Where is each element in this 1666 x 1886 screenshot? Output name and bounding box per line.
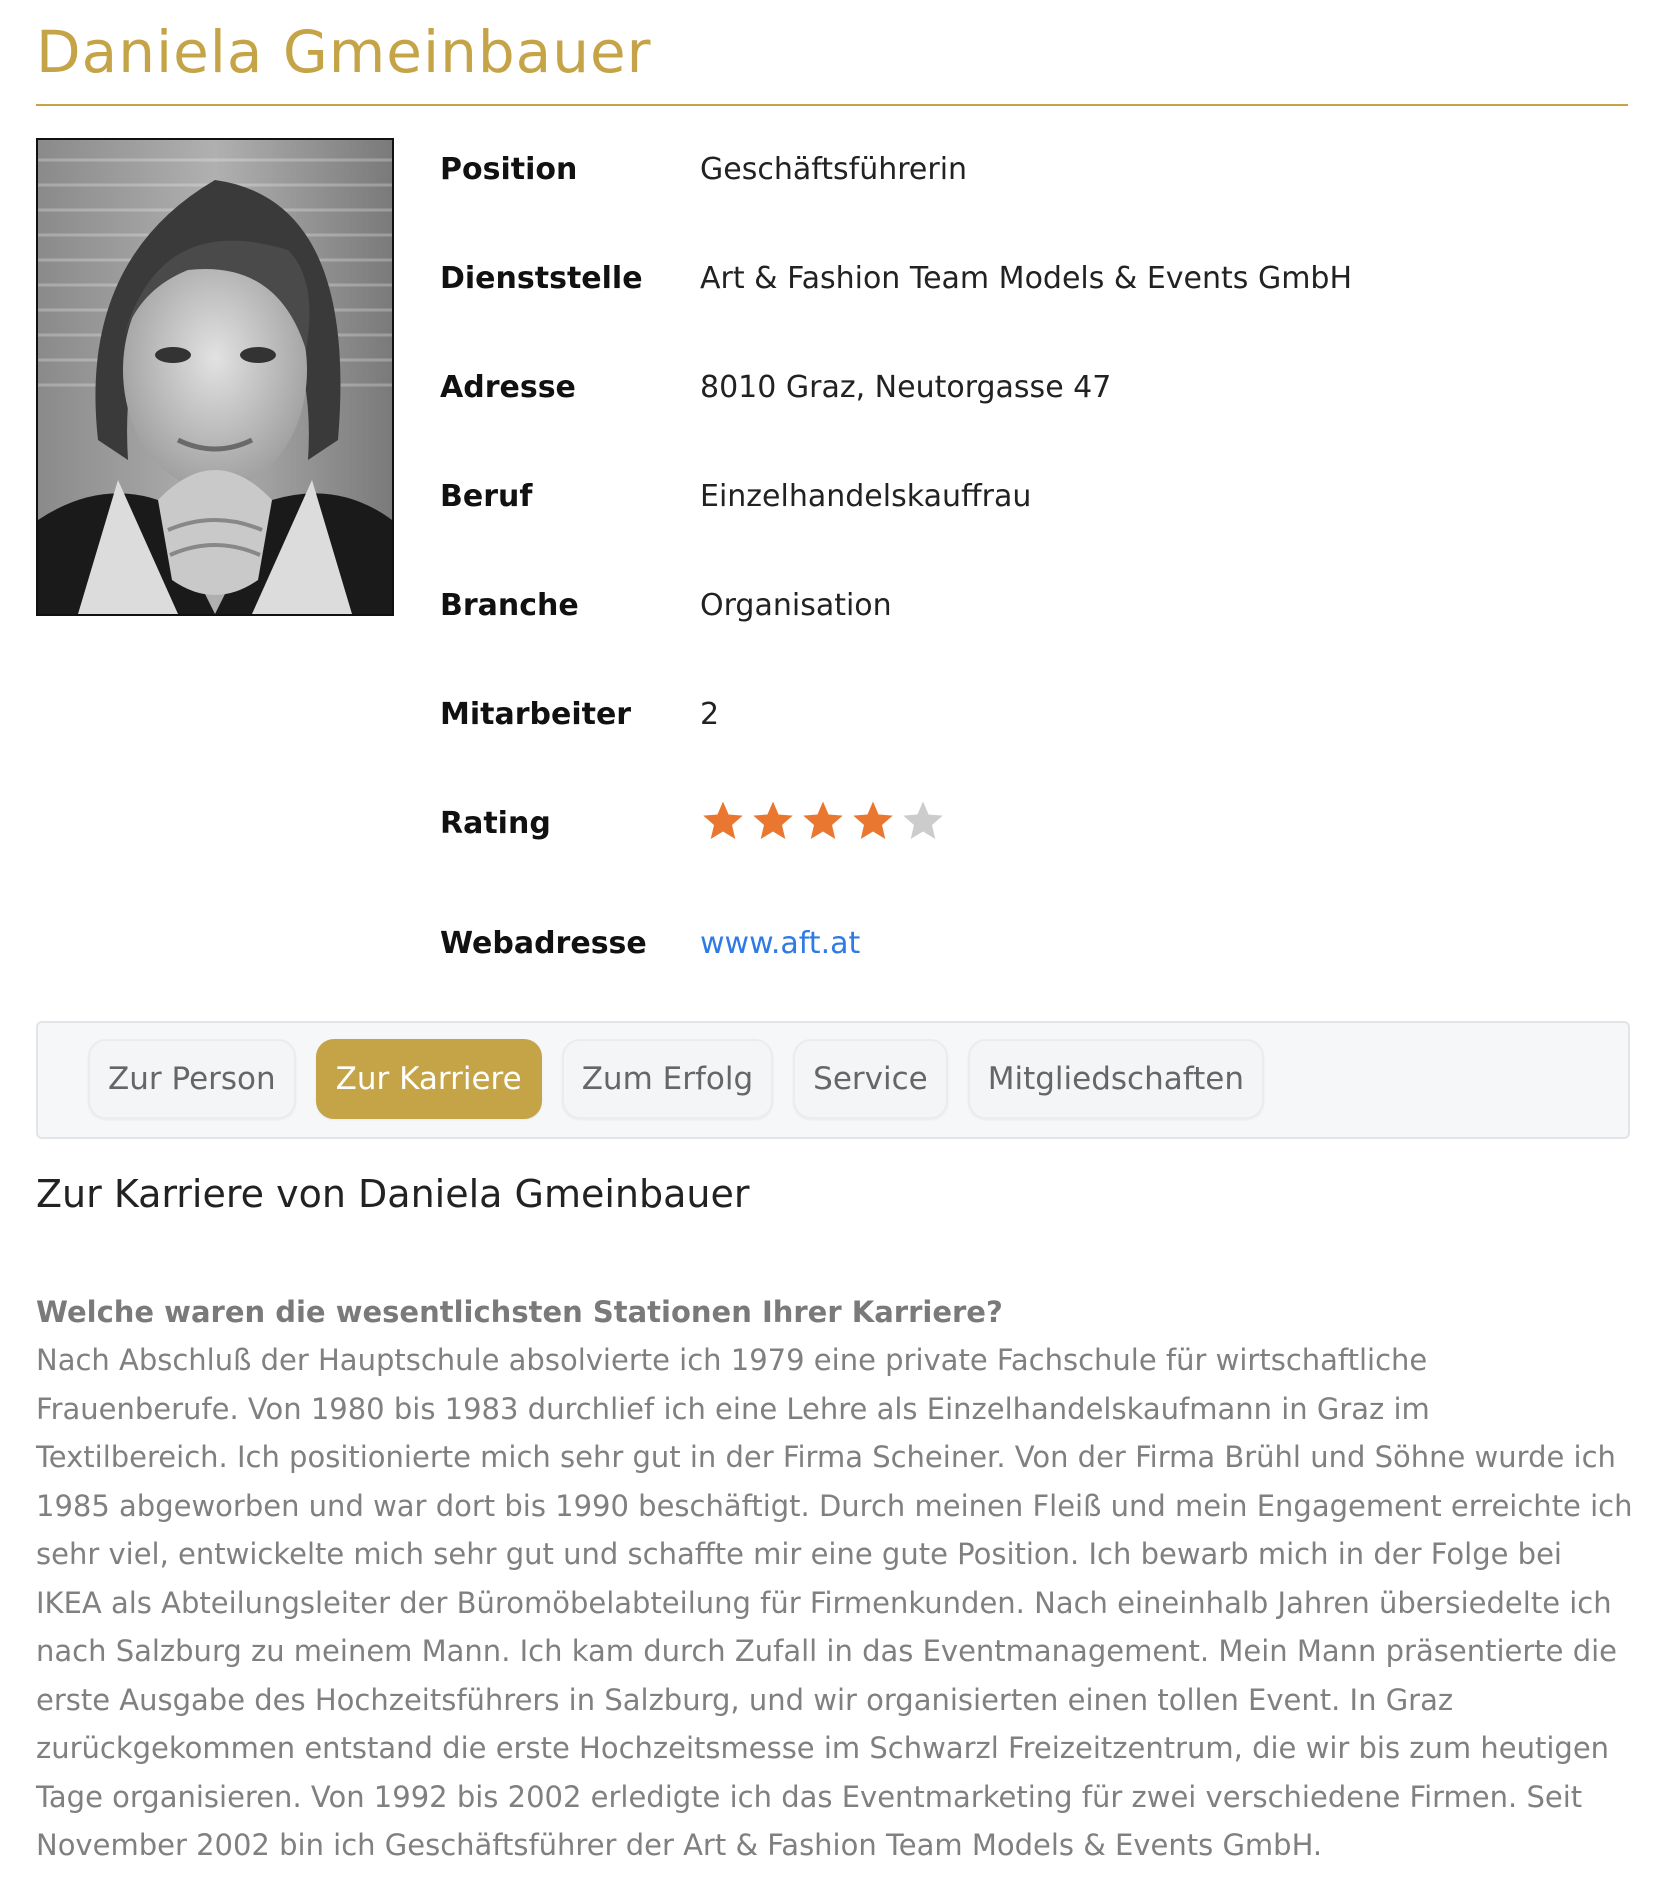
- answer-line: sehr viel, entwickelte mich sehr gut und schaffte mir eine gute Position. Ich bewarb mich in der Folge bei: [36, 1537, 1562, 1571]
- career-qa: [36, 1288, 1636, 1870]
- answer-line: Frauenberufe. Von 1980 bis 1983 durchlief ich eine Lehre als Einzelhandelskaufmann in Graz im: [36, 1391, 1430, 1426]
- portrait-image: [38, 140, 392, 614]
- detail-row-mitarbeiter: [440, 683, 1628, 743]
- branche-value: Organisation: [700, 588, 892, 623]
- career-answer: [36, 1336, 1636, 1870]
- tab-zur-person[interactable]: Zur Person: [88, 1039, 296, 1119]
- branche-label: Branche: [440, 588, 579, 623]
- answer-line: erste Ausgabe des Hochzeitsführers in Salzburg, und wir organisierten einen tollen Event. In Graz: [36, 1682, 1454, 1717]
- position-value: Geschäftsführerin: [700, 152, 968, 187]
- answer-line: Tage organisieren. Von 1992 bis 2002 erledigte ich das Eventmarketing für zwei verschiedene Firmen. Seit: [36, 1779, 1583, 1814]
- answer-line: Nach Abschluß der Hauptschule absolvierte ich 1979 eine private Fachschule für wirtschaftliche: [36, 1343, 1428, 1377]
- answer-line: Textilbereich. Ich positionierte mich sehr gut in der Firma Scheiner. Von der Firma Brühl und Söhne wurde ich: [36, 1440, 1616, 1474]
- position-label: Position: [440, 152, 578, 187]
- tab-zum-erfolg[interactable]: Zum Erfolg: [562, 1039, 773, 1119]
- star-empty-icon: [900, 798, 946, 844]
- mitarbeiter-value: 2: [700, 697, 720, 732]
- dienststelle-value: Art & Fashion Team Models & Events GmbH: [700, 261, 1353, 296]
- star-filled-icon: [800, 798, 846, 844]
- tab-list: [88, 1039, 1264, 1119]
- profile-photo: [36, 138, 394, 616]
- webadresse-label: Webadresse: [440, 926, 647, 961]
- rating-stars: [700, 798, 946, 844]
- detail-row-beruf: [440, 465, 1628, 525]
- website-link[interactable]: www.aft.at: [700, 926, 861, 961]
- answer-line: zurückgekommen entstand die erste Hochzeitsmesse im Schwarzl Freizeitzentrum, die wir bis zum heutigen: [36, 1731, 1610, 1765]
- adresse-label: Adresse: [440, 370, 576, 405]
- detail-row-adresse: [440, 356, 1628, 416]
- mitarbeiter-label: Mitarbeiter: [440, 697, 632, 732]
- detail-row-rating: [440, 792, 1628, 852]
- star-filled-icon: [850, 798, 896, 844]
- title-divider: [36, 104, 1628, 106]
- beruf-label: Beruf: [440, 479, 533, 514]
- tab-mitgliedschaften[interactable]: Mitgliedschaften: [968, 1039, 1264, 1119]
- tab-service[interactable]: Service: [793, 1039, 948, 1119]
- dienststelle-label: Dienststelle: [440, 261, 643, 296]
- answer-line: IKEA als Abteilungsleiter der Büromöbelabteilung für Firmenkunden. Nach eineinhalb Jahren übersiedelte ich: [36, 1585, 1612, 1620]
- career-question: Welche waren die wesentlichsten Stationen Ihrer Karriere?: [36, 1295, 1003, 1329]
- detail-row-dienststelle: [440, 247, 1628, 307]
- page-title: Daniela Gmeinbauer: [36, 18, 652, 86]
- star-filled-icon: [700, 798, 746, 844]
- answer-line: nach Salzburg zu meinem Mann. Ich kam durch Zufall in das Eventmanagement. Mein Mann präsentierte die: [36, 1634, 1618, 1668]
- tab-bar: [36, 1021, 1630, 1139]
- answer-line: 1985 abgeworben und war dort bis 1990 beschäftigt. Durch meinen Fleiß und mein Engagement erreichte ich: [36, 1488, 1633, 1523]
- detail-row-webadresse: [440, 912, 1628, 972]
- detail-row-branche: [440, 574, 1628, 634]
- beruf-value: Einzelhandelskauffrau: [700, 479, 1032, 514]
- star-filled-icon: [750, 798, 796, 844]
- section-heading: Zur Karriere von Daniela Gmeinbauer: [36, 1172, 750, 1216]
- answer-line: November 2002 bin ich Geschäftsführer der Art & Fashion Team Models & Events GmbH.: [36, 1828, 1323, 1862]
- adresse-value: 8010 Graz, Neutorgasse 47: [700, 370, 1112, 405]
- detail-row-position: [440, 138, 1628, 198]
- tab-zur-karriere[interactable]: Zur Karriere: [316, 1039, 542, 1119]
- rating-label: Rating: [440, 806, 551, 841]
